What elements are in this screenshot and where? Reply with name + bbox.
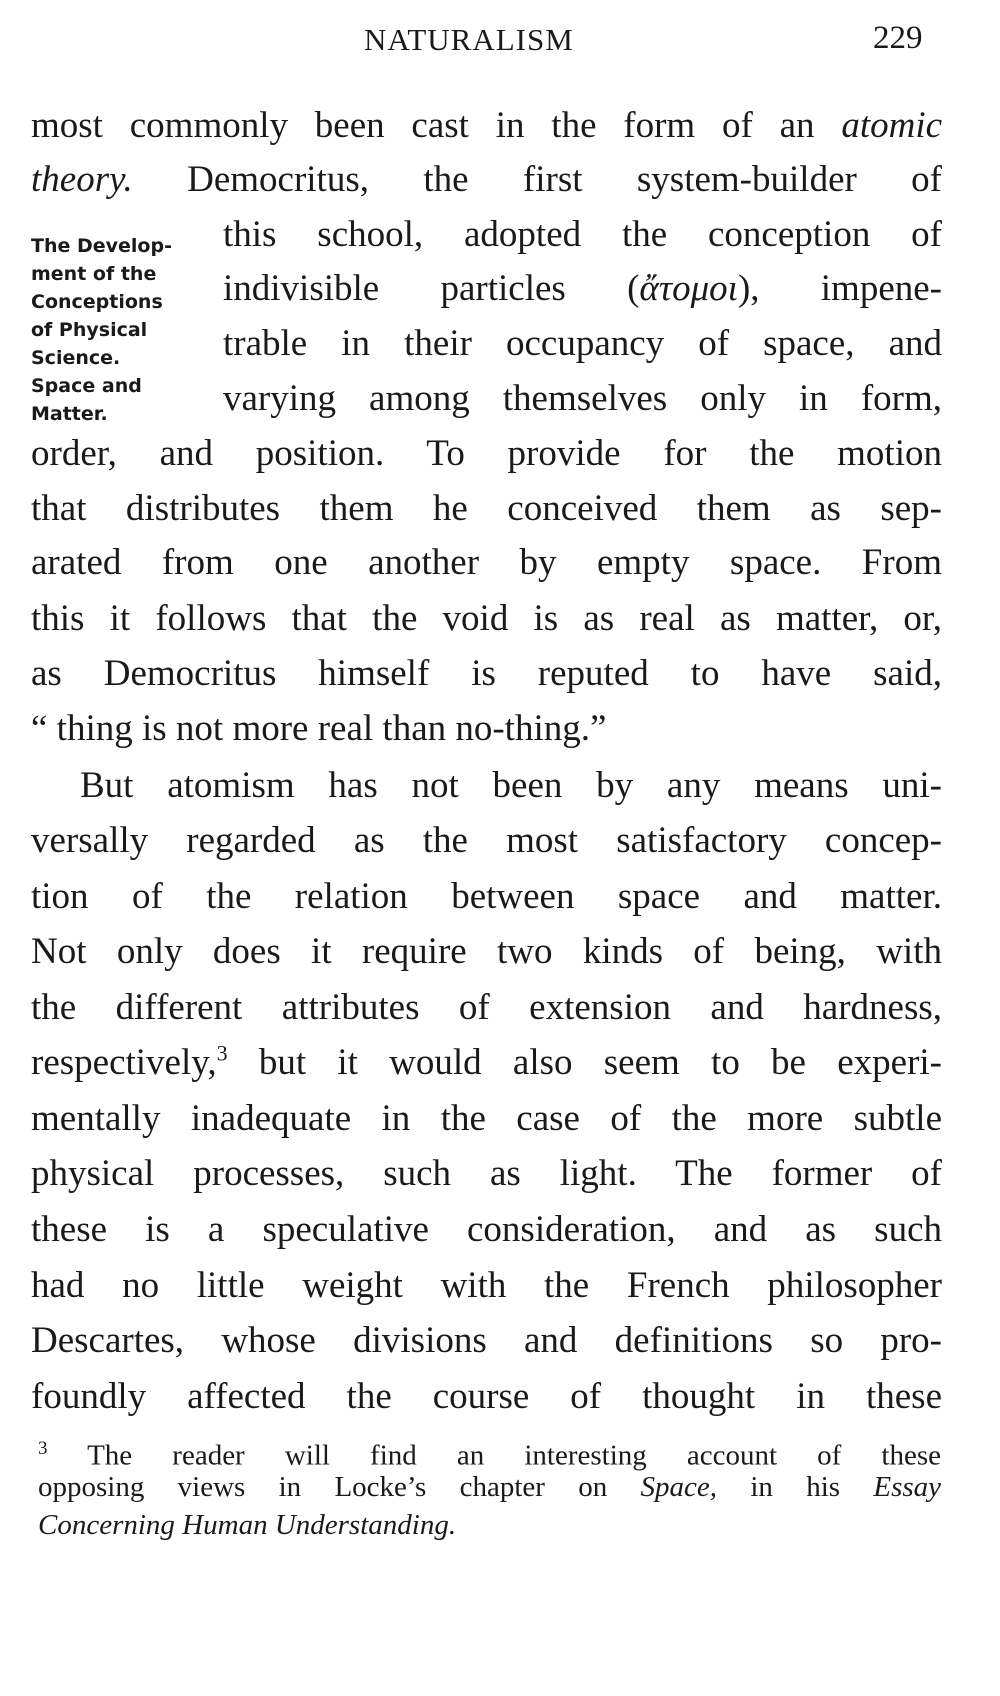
text-line: But atomism has not been by any means uni- xyxy=(80,765,942,806)
sidenote-line: Conceptions xyxy=(31,291,163,313)
text-line: Not only does it require two kinds of being, with xyxy=(31,931,942,972)
sidenote-line: Space and xyxy=(31,375,142,397)
text-line: this school, adopted the conception of xyxy=(223,214,942,255)
text-line: most commonly been cast in the form of an atomic xyxy=(31,105,943,146)
running-title: NATURALISM xyxy=(364,22,574,57)
text-line: respectively,$^3$ but it would also seem to be experi- xyxy=(31,1040,942,1083)
margin-sidenote xyxy=(31,232,206,428)
text-line: indivisible particles (ἄτομοι), impene- xyxy=(223,268,942,309)
footnote-line xyxy=(38,1506,941,1544)
sidenote-line: The Develop- xyxy=(31,235,172,257)
text-line: mentally inadequate in the case of the more subtle xyxy=(31,1098,942,1139)
text-line: these is a speculative consideration, and as such xyxy=(31,1209,942,1250)
running-head xyxy=(0,18,1000,68)
sidenote-line: ment of the xyxy=(31,263,157,285)
text-line: that distributes them he conceived them as sep- xyxy=(31,488,942,529)
text-line: order, and position. To provide for the motion xyxy=(31,433,942,474)
text-line: this it follows that the void is as real as matter, or, xyxy=(31,598,942,639)
sidenote-line: of Physical xyxy=(31,319,148,341)
emphasis: theory. xyxy=(31,159,133,200)
emphasis: Essay xyxy=(873,1471,942,1503)
footnote-marker: 3 xyxy=(38,1438,48,1459)
emphasis: Space, xyxy=(640,1471,718,1503)
footnote-line: $^3$ The reader will find an interesting account of these xyxy=(38,1438,941,1472)
text-line: theory. Democritus, the first system-builder of xyxy=(31,159,943,200)
sidenote-line: Matter. xyxy=(31,403,108,425)
sidenote-line: Science. xyxy=(31,347,121,369)
text-line: varying among themselves only in form, xyxy=(223,378,942,419)
text-line: had no little weight with the French philosopher xyxy=(31,1265,942,1306)
emphasis: atomic xyxy=(841,105,943,146)
text-line: versally regarded as the most satisfactory concep- xyxy=(31,820,942,861)
text-line: the different attributes of extension and hardness, xyxy=(31,987,942,1028)
page-number: 229 xyxy=(873,20,923,56)
text-line: “ thing is not more real than no-thing.” xyxy=(31,708,607,749)
footnote-line: opposing views in Locke’s chapter on Space, in his Essay xyxy=(38,1471,942,1503)
text-line: as Democritus himself is reputed to have said, xyxy=(31,653,942,694)
emphasis: Concerning Human Understanding. xyxy=(38,1509,457,1541)
footnote-reference: 3 xyxy=(216,1040,228,1066)
text-line: arated from one another by empty space. From xyxy=(31,542,942,583)
greek-term: ἄτομοι xyxy=(639,268,738,309)
text-line: physical processes, such as light. The former of xyxy=(31,1153,942,1194)
text-line: Descartes, whose divisions and definitions so pro- xyxy=(31,1320,942,1361)
text-line: trable in their occupancy of space, and xyxy=(223,323,942,364)
text-line: foundly affected the course of thought in these xyxy=(31,1376,942,1417)
text-line: tion of the relation between space and matter. xyxy=(31,876,942,917)
